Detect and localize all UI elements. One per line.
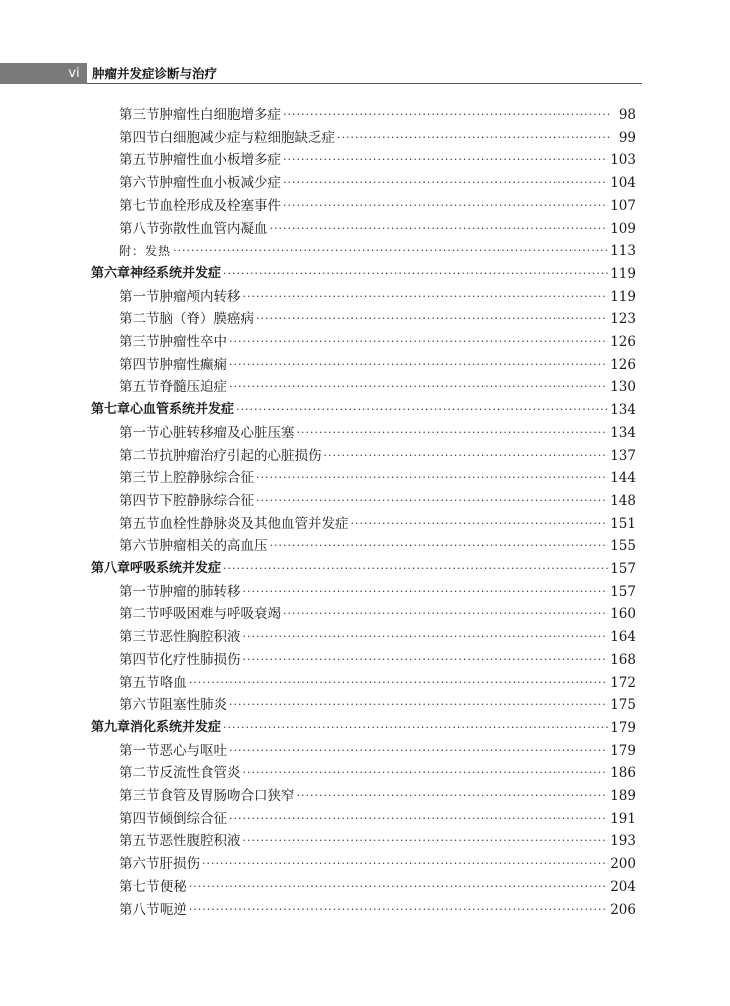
toc-entry-number: 第三节 [119,470,160,487]
toc-entry-title: 消化系统并发症 [130,719,222,735]
toc-entry-page: 157 [610,561,636,577]
toc-entry-page: 193 [610,833,636,850]
toc-entry-title: 脊髓压迫症 [159,379,227,396]
toc-entry-page: 189 [610,788,636,804]
toc-entry-number: 第八章 [91,561,131,576]
dot-leader [283,173,608,193]
dot-leader [337,128,612,148]
dot-leader [189,673,608,693]
toc-entry-page: 179 [610,742,636,759]
toc-chapter-entry[interactable] [91,264,636,284]
toc-entry-title: 抗肿瘤治疗引起的心脏损伤 [159,447,322,464]
dot-leader [173,241,608,261]
page-number-label: vi [68,66,80,81]
toc-entry-number: 第九章 [91,719,131,735]
toc-entry-page: 104 [610,175,636,192]
toc-entry-title: 肿瘤性白细胞增多症 [159,107,281,123]
toc-entry-page: 206 [610,901,636,918]
toc-entry-number: 第七节 [119,878,160,895]
toc-entry-number: 第二节 [119,447,160,464]
toc-entry-title: 便秘 [159,878,187,895]
dot-leader [223,559,608,579]
toc-section-entry[interactable] [119,173,636,193]
toc-chapter-entry[interactable] [91,559,636,579]
toc-entry-page: 123 [610,311,636,328]
toc-entry-number: 第五节 [119,833,160,850]
toc-entry-title: 肿瘤性血小板减少症 [159,175,281,192]
dot-leader [236,400,608,420]
toc-entry-title: 恶心与呕吐 [159,742,227,759]
dot-leader [351,514,609,534]
toc-entry-number: 第五节 [119,515,160,532]
toc-entry-page: 99 [618,129,636,146]
toc-entry-title: 反流性食管炎 [159,765,241,782]
toc-entry-title: 心脏转移瘤及心脏压塞 [159,424,295,441]
toc-section-entry[interactable] [119,877,636,897]
toc-section-entry[interactable] [119,423,636,443]
dot-leader [324,446,609,466]
toc-section-entry[interactable] [119,627,636,647]
toc-entry-title: 血栓形成及栓塞事件 [159,197,281,214]
dot-leader [189,877,608,897]
toc-entry-title: 神经系统并发症 [130,265,222,281]
dot-leader [243,627,609,647]
toc-section-entry[interactable] [119,604,636,624]
toc-entry-page: 113 [610,243,636,260]
toc-section-entry[interactable] [119,582,636,602]
toc-entry-page: 130 [610,379,636,396]
toc-entry-number: 第八节 [119,901,160,918]
toc-section-entry[interactable] [119,355,636,375]
toc-entry-page: 119 [610,288,636,305]
toc-entry-number: 第一节 [119,583,160,600]
dot-leader [229,695,608,715]
toc-entry-page: 168 [610,651,636,668]
toc-entry-number: 第一节 [119,742,160,759]
toc-section-entry[interactable] [119,536,636,556]
toc-entry-page: 186 [610,765,636,782]
toc-entry-number: 第一节 [119,424,160,441]
toc-section-entry[interactable] [119,786,636,806]
toc-entry-number: 第五节 [119,674,160,691]
toc-entry-page: 191 [610,810,636,827]
dot-leader [297,423,609,443]
toc-note-entry[interactable] [119,241,636,261]
toc-entry-title: 肿瘤相关的高血压 [159,538,268,555]
toc-entry-number: 第三节 [119,107,160,123]
toc-entry-title: 呃逆 [159,901,187,918]
toc-section-entry[interactable] [119,809,636,829]
dot-leader [256,468,608,488]
toc-entry-title: 阻塞性肺炎 [159,697,227,714]
dot-leader [243,763,609,783]
toc-entry-title: 倾倒综合征 [159,810,227,827]
toc-entry-page: 160 [610,606,636,623]
running-header-title: 肿瘤并发症诊断与治疗 [92,66,218,81]
toc-entry-page: 103 [610,152,636,169]
dot-leader [243,582,609,602]
dot-leader [243,650,609,670]
dot-leader [243,287,609,307]
toc-section-entry[interactable] [119,128,636,148]
toc-entry-page: 134 [610,402,636,419]
toc-entry-page: 126 [610,334,636,350]
dot-leader [243,831,609,851]
toc-section-entry[interactable] [119,446,636,466]
toc-entry-title: 下腔静脉综合征 [159,492,254,509]
toc-entry-number: 第四节 [119,492,160,509]
toc-section-entry[interactable] [119,695,636,715]
toc-entry-page: 164 [610,629,636,646]
toc-section-entry[interactable] [119,900,636,920]
toc-chapter-entry[interactable] [91,718,636,738]
toc-entry-page: 137 [610,447,636,464]
toc-entry-number: 第六节 [119,538,160,555]
toc-entry-title: 肿瘤性血小板增多症 [159,152,281,169]
dot-leader [223,718,608,738]
toc-section-entry[interactable] [119,105,636,125]
toc-entry-title: 咯血 [159,674,187,691]
dot-leader [229,741,608,761]
toc-entry-title: 食管及胃肠吻合口狭窄 [159,788,295,804]
toc-section-entry[interactable] [119,650,636,670]
toc-entry-title: 肿瘤性卒中 [159,334,227,350]
toc-entry-number: 第四节 [119,810,160,827]
dot-leader [283,604,608,624]
toc-entry-number: 第二节 [119,311,160,328]
toc-chapter-entry[interactable] [91,400,636,420]
toc-entry-number: 第八节 [119,220,160,237]
dot-leader [270,219,609,239]
toc-entry-number: 第五节 [119,152,160,169]
dot-leader [256,491,608,511]
toc-entry-title: 心血管系统并发症 [130,402,235,418]
toc-entry-page: 119 [610,265,636,282]
toc-entry-page: 144 [610,470,636,487]
toc-section-entry[interactable] [119,491,636,511]
toc-entry-page: 109 [610,220,636,237]
dot-leader [229,355,608,375]
toc-section-entry[interactable] [119,854,636,874]
dot-leader [229,809,608,829]
toc-entry-number: 第二节 [119,606,160,623]
toc-entry-number: 第七节 [119,197,160,214]
toc-entry-title: 化疗性肺损伤 [159,651,241,668]
toc-entry-page: 157 [610,583,636,600]
toc-entry-page: 126 [610,356,636,373]
toc-entry-title: 血栓性静脉炎及其他血管并发症 [159,515,349,532]
toc-section-entry[interactable] [119,219,636,239]
toc-entry-number: 第一节 [119,288,160,305]
toc-section-entry[interactable] [119,763,636,783]
toc-entry-title: 白细胞减少症与粒细胞缺乏症 [159,129,335,146]
toc-entry-page: 200 [610,856,636,873]
toc-entry-page: 175 [610,697,636,714]
toc-section-entry[interactable] [119,196,636,216]
dot-leader [270,536,609,556]
toc-entry-title: 恶性腹腔积液 [159,833,241,850]
toc-entry-number: 第六章 [91,265,131,281]
toc-entry-page: 148 [610,492,636,509]
toc-entry-number: 第七章 [91,402,131,418]
toc-entry-page: 204 [610,878,636,895]
toc-section-entry[interactable] [119,332,636,352]
dot-leader [283,150,608,170]
toc-entry-title: 肿瘤颅内转移 [159,288,241,305]
dot-leader [223,264,608,284]
toc-entry-title: 弥散性血管内凝血 [159,220,268,237]
toc-section-entry[interactable] [119,741,636,761]
toc-entry-number: 第二节 [119,765,160,782]
toc-entry-title: 恶性胸腔积液 [159,629,241,646]
dot-leader [256,309,608,329]
toc-entry-page: 98 [618,107,636,123]
toc-section-entry[interactable] [119,287,636,307]
dot-leader [283,196,608,216]
toc-entry-page: 172 [610,674,636,691]
toc-entry-number: 第四节 [119,651,160,668]
toc-entry-title: 肿瘤性癫痫 [159,356,227,373]
dot-leader [283,105,612,125]
toc-section-entry[interactable] [119,309,636,329]
toc-section-entry[interactable] [119,514,636,534]
toc-section-entry[interactable] [119,673,636,693]
dot-leader [202,854,608,874]
toc-entry-page: 151 [610,515,636,532]
toc-entry-title: 附：发热 [119,244,172,259]
toc-entry-page: 179 [610,719,636,736]
toc-entry-number: 第六节 [119,856,160,873]
toc-entry-title: 脑（脊）膜癌病 [159,311,254,328]
toc-entry-number: 第五节 [119,379,160,396]
toc-entry-number: 第四节 [119,129,160,146]
toc-entry-page: 107 [610,197,636,214]
toc-entry-number: 第六节 [119,175,160,192]
dot-leader [229,332,608,352]
toc-entry-number: 第三节 [119,788,160,804]
toc-section-entry[interactable] [119,377,636,397]
toc-entry-title: 肝损伤 [159,856,200,873]
toc-entry-number: 第六节 [119,697,160,714]
toc-entry-number: 第四节 [119,356,160,373]
dot-leader [229,377,608,397]
dot-leader [297,786,609,806]
toc-entry-number: 第三节 [119,629,160,646]
toc-section-entry[interactable] [119,468,636,488]
toc-entry-title: 呼吸困难与呼吸衰竭 [159,606,281,623]
toc-entry-number: 第三节 [119,334,160,350]
header-divider [87,83,642,84]
toc-entry-page: 155 [610,538,636,555]
toc-entry-title: 肿瘤的肺转移 [159,583,241,600]
toc-entry-title: 上腔静脉综合征 [159,470,254,487]
toc-entry-title: 呼吸系统并发症 [130,561,222,576]
toc-section-entry[interactable] [119,150,636,170]
dot-leader [189,900,608,920]
toc-section-entry[interactable] [119,831,636,851]
toc-entry-page: 134 [610,424,636,441]
